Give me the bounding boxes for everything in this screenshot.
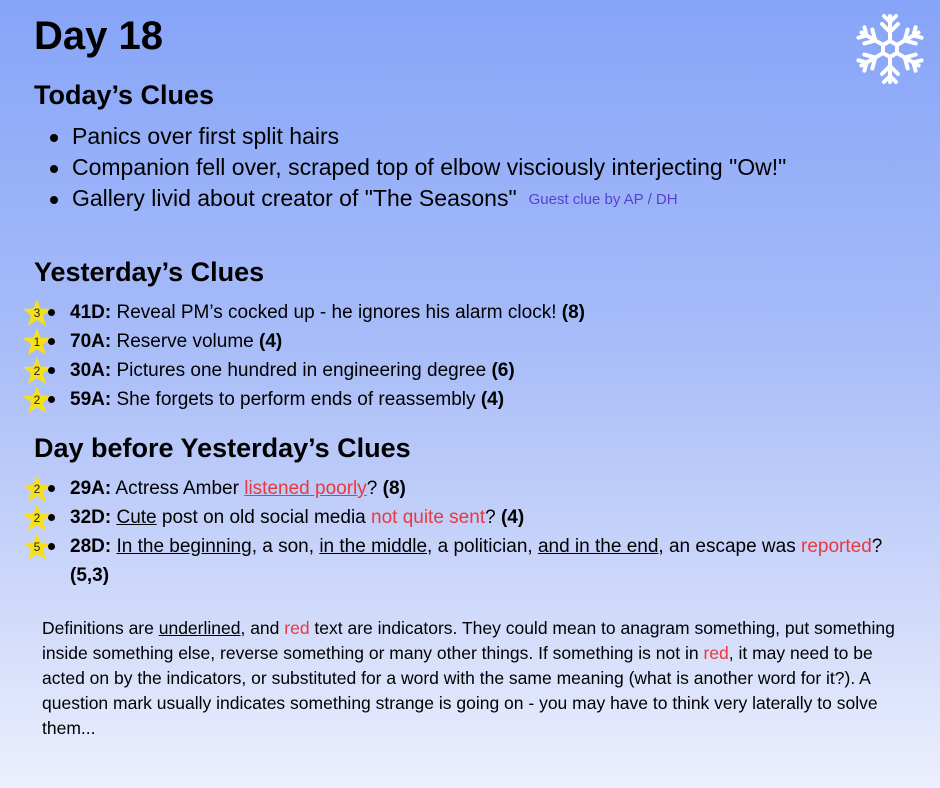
clue-text: Actress Amber	[111, 478, 245, 499]
red-example: red	[284, 618, 310, 638]
explanation-paragraph	[42, 616, 912, 741]
red-example: red	[703, 643, 729, 663]
page-title: Day 18	[34, 14, 163, 58]
list-item	[22, 532, 902, 590]
explanation-text: Definitions are	[42, 618, 159, 638]
clue-text: Companion fell over, scraped top of elbow visciously interjecting "Ow!"	[72, 154, 787, 180]
clue-enumeration: (4)	[480, 389, 505, 410]
clue-text: Pictures one hundred in engineering degree	[111, 360, 492, 381]
todays-clues-list	[44, 121, 924, 215]
definition-text: and in the end	[537, 536, 659, 557]
list-item	[44, 121, 924, 152]
definition-text: In the beginning	[116, 536, 252, 557]
difficulty-rating: 5	[33, 540, 41, 554]
indicator-text: reported	[801, 536, 872, 557]
todays-clues-heading: Today’s Clues	[34, 80, 215, 110]
clue-enumeration: (8)	[561, 302, 585, 323]
difficulty-rating: 1	[33, 335, 41, 349]
list-item	[22, 503, 902, 532]
bullet	[48, 309, 55, 316]
snowflake-icon	[854, 12, 926, 86]
day-before-yesterdays-clues-heading: Day before Yesterday’s Clues	[34, 433, 411, 463]
day-before-yesterdays-clues-list	[22, 474, 902, 590]
clue-code: 59A:	[70, 389, 112, 410]
bullet	[48, 485, 55, 492]
clue-code: 32D:	[70, 507, 112, 528]
guest-clue-note: Guest clue by AP / DH	[528, 191, 678, 208]
yesterdays-clues-heading: Yesterday’s Clues	[34, 257, 265, 287]
bullet	[48, 396, 55, 403]
definition-text: Cute	[116, 507, 157, 528]
explanation-text: , and	[240, 618, 285, 638]
clue-text: Gallery livid about creator of "The Seasons"	[72, 185, 517, 211]
definition-text: in the middle	[319, 536, 428, 557]
list-item	[22, 327, 902, 356]
clue-code: 28D:	[70, 536, 112, 557]
clue-enumeration: (4)	[500, 507, 525, 528]
difficulty-rating: 3	[33, 306, 41, 320]
list-item	[22, 298, 902, 327]
clue-text: , a politician,	[427, 536, 538, 557]
bullet	[48, 367, 55, 374]
clue-enumeration: (8)	[382, 478, 406, 499]
clue-text: ?	[366, 478, 383, 499]
clue-code: 29A:	[70, 478, 112, 499]
difficulty-rating: 2	[33, 482, 41, 496]
clue-text: Reserve volume	[111, 331, 260, 352]
difficulty-rating: 2	[33, 393, 41, 407]
explanation-text: , it may need to be acted on by the indicators, or substituted for a word with the same meaning (what is another word for it?). A question mark usually indicates something strange is going on - you may have to think very laterally to solve them...	[42, 643, 878, 738]
difficulty-rating: 2	[33, 364, 41, 378]
clue-text: Reveal PM’s cocked up - he ignores his alarm clock!	[111, 302, 562, 323]
difficulty-rating: 2	[33, 511, 41, 525]
indicator-text: not quite sent	[371, 507, 486, 528]
clue-text: ?	[485, 507, 501, 528]
clue-enumeration: (5,3)	[70, 565, 110, 586]
clue-enumeration: (6)	[491, 360, 515, 381]
explanation-text: text are indicators. They could mean to anagram something, put something inside something else, reverse something or many other things. If something is not in	[42, 618, 895, 663]
clue-code: 41D:	[70, 302, 112, 323]
clue-text: , an escape was	[658, 536, 801, 557]
indicator-definition-text: listened poorly	[244, 478, 367, 499]
clue-text: post on old social media	[156, 507, 372, 528]
list-item	[22, 356, 902, 385]
list-item	[44, 183, 924, 215]
clue-text: , a son,	[251, 536, 320, 557]
clue-text: Panics over first split hairs	[72, 123, 340, 149]
clue-code: 30A:	[70, 360, 112, 381]
list-item	[22, 474, 902, 503]
bullet	[48, 514, 55, 521]
list-item	[44, 152, 924, 183]
bullet	[48, 338, 55, 345]
clue-text: She forgets to perform ends of reassembly	[111, 389, 481, 410]
underlined-example: underlined	[158, 618, 241, 638]
list-item	[22, 385, 902, 414]
clue-enumeration: (4)	[259, 331, 283, 352]
yesterdays-clues-list	[22, 298, 902, 414]
clue-text: ?	[871, 536, 883, 557]
clue-code: 70A:	[70, 331, 112, 352]
bullet	[48, 543, 55, 550]
